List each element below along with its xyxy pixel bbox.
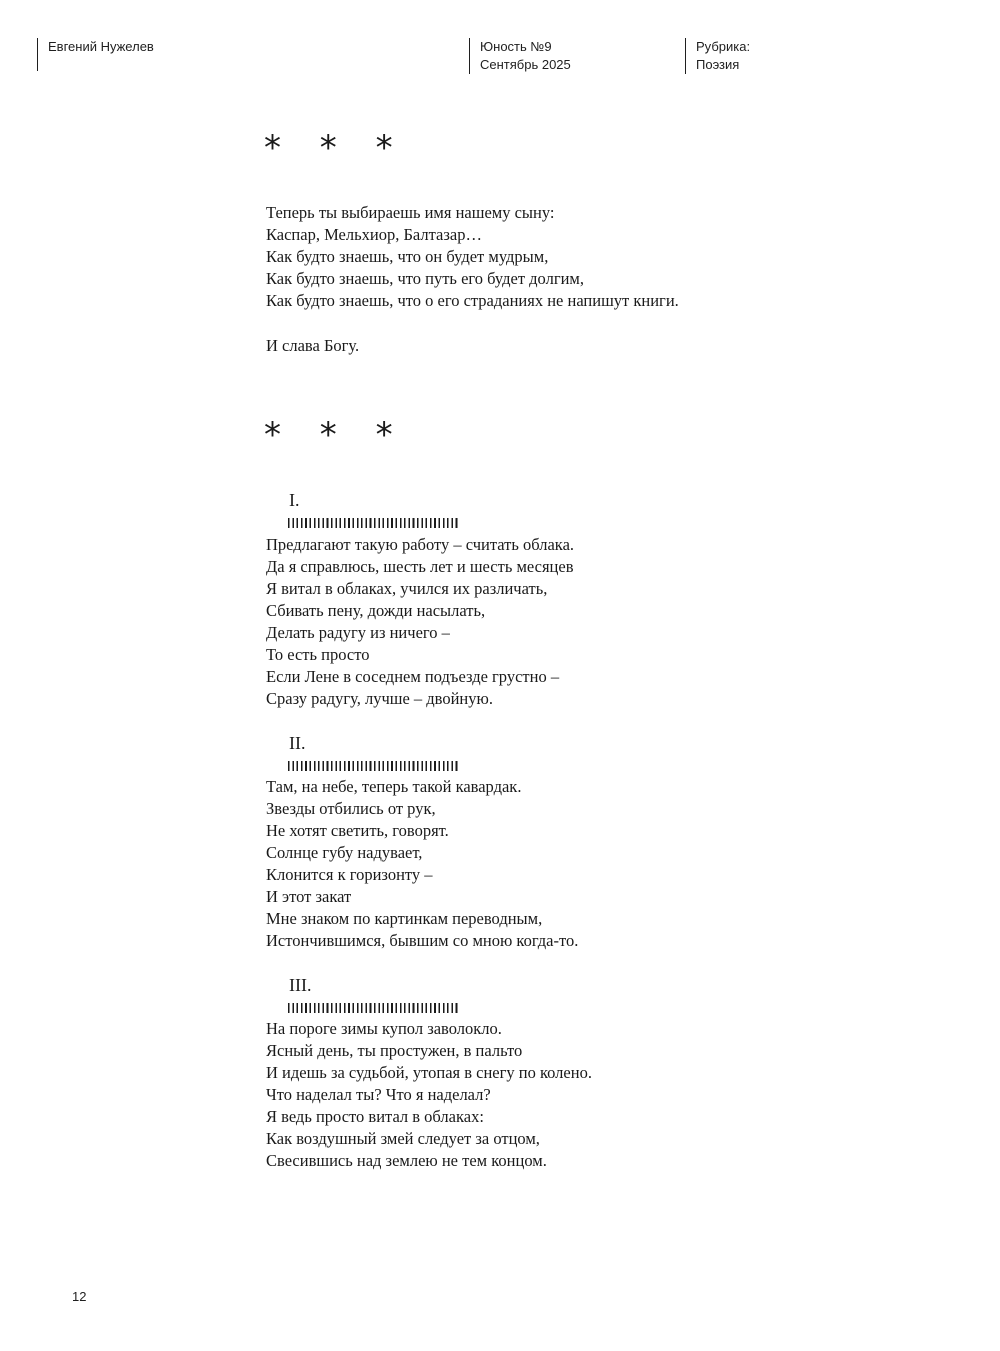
header-magazine-block [469, 38, 571, 74]
poem-line: Да я справлюсь, шесть лет и шесть месяцев [266, 557, 574, 576]
poem-line: Сбивать пену, дожди насылать, [266, 601, 486, 620]
poem-line: Мне знаком по картинкам переводным, [266, 909, 543, 928]
rubric-label: Рубрика: [696, 39, 751, 54]
poem-line: Там, на небе, теперь такой кавардак. [266, 777, 522, 796]
poem-line: Сразу радугу, лучше – двойную. [266, 689, 493, 708]
poem-line: Каспар, Мельхиор, Балтазар… [266, 225, 482, 244]
header-rubric-block [685, 38, 750, 74]
section-numeral-3: III. [289, 975, 312, 995]
poem-line: Истончившимся, бывшим со мною когда-то. [266, 931, 579, 950]
poem-line: Что наделал ты? Что я наделал? [266, 1085, 491, 1104]
header-author-block [37, 38, 154, 71]
poem-line: Предлагают такую работу – считать облака. [266, 535, 575, 554]
page-number: 12 [72, 1289, 87, 1304]
poem-line: То есть просто [266, 645, 370, 664]
poem-line: Как будто знаешь, что путь его будет долгим, [266, 269, 584, 288]
poem-line: Делать радугу из ничего – [266, 623, 450, 642]
poem-line: Звезды отбились от рук, [266, 799, 436, 818]
section-divider-1 [288, 518, 460, 528]
poem-line: Я витал в облаках, учился их различать, [266, 579, 548, 598]
magazine-title: Юность №9 [480, 39, 552, 54]
poem-line: На пороге зимы купол заволокло. [266, 1019, 502, 1038]
poem-line: Я ведь просто витал в облаках: [266, 1107, 484, 1126]
poem-line: Как будто знаешь, что о его страданиях не напишут книги. [266, 291, 679, 310]
section-numeral-2: II. [289, 733, 306, 753]
poem-line: И слава Богу. [266, 336, 360, 355]
section-2-lines [266, 776, 578, 952]
poem1-title: * * * [264, 128, 407, 168]
section-numeral-1: I. [289, 490, 300, 510]
issue-date: Сентябрь 2025 [480, 57, 571, 72]
poem-line: Солнце губу надувает, [266, 843, 423, 862]
poem-line: Ясный день, ты простужен, в пальто [266, 1041, 523, 1060]
poem-line: И этот закат [266, 887, 352, 906]
poem-line: Если Лене в соседнем подъезде грустно – [266, 667, 560, 686]
poem-line: Как воздушный змей следует за отцом, [266, 1129, 540, 1148]
poem-line: Как будто знаешь, что он будет мудрым, [266, 247, 549, 266]
author-name: Евгений Нужелев [48, 39, 154, 54]
poem-line: Теперь ты выбираешь имя нашему сыну: [266, 203, 555, 222]
section-3-lines [266, 1018, 592, 1172]
poem-line: Клонится к горизонту – [266, 865, 433, 884]
poem1-stanza2 [266, 335, 359, 357]
poem-line: И идешь за судьбой, утопая в снегу по колено. [266, 1063, 592, 1082]
rubric-value: Поэзия [696, 57, 740, 72]
section-divider-3 [288, 1003, 460, 1013]
poem-line: Не хотят светить, говорят. [266, 821, 449, 840]
poem1-stanza1 [266, 202, 679, 312]
section-divider-2 [288, 761, 460, 771]
section-1-lines [266, 534, 574, 710]
poem-line: Свесившись над землею не тем концом. [266, 1151, 547, 1170]
poem2-title: * * * [264, 415, 407, 455]
